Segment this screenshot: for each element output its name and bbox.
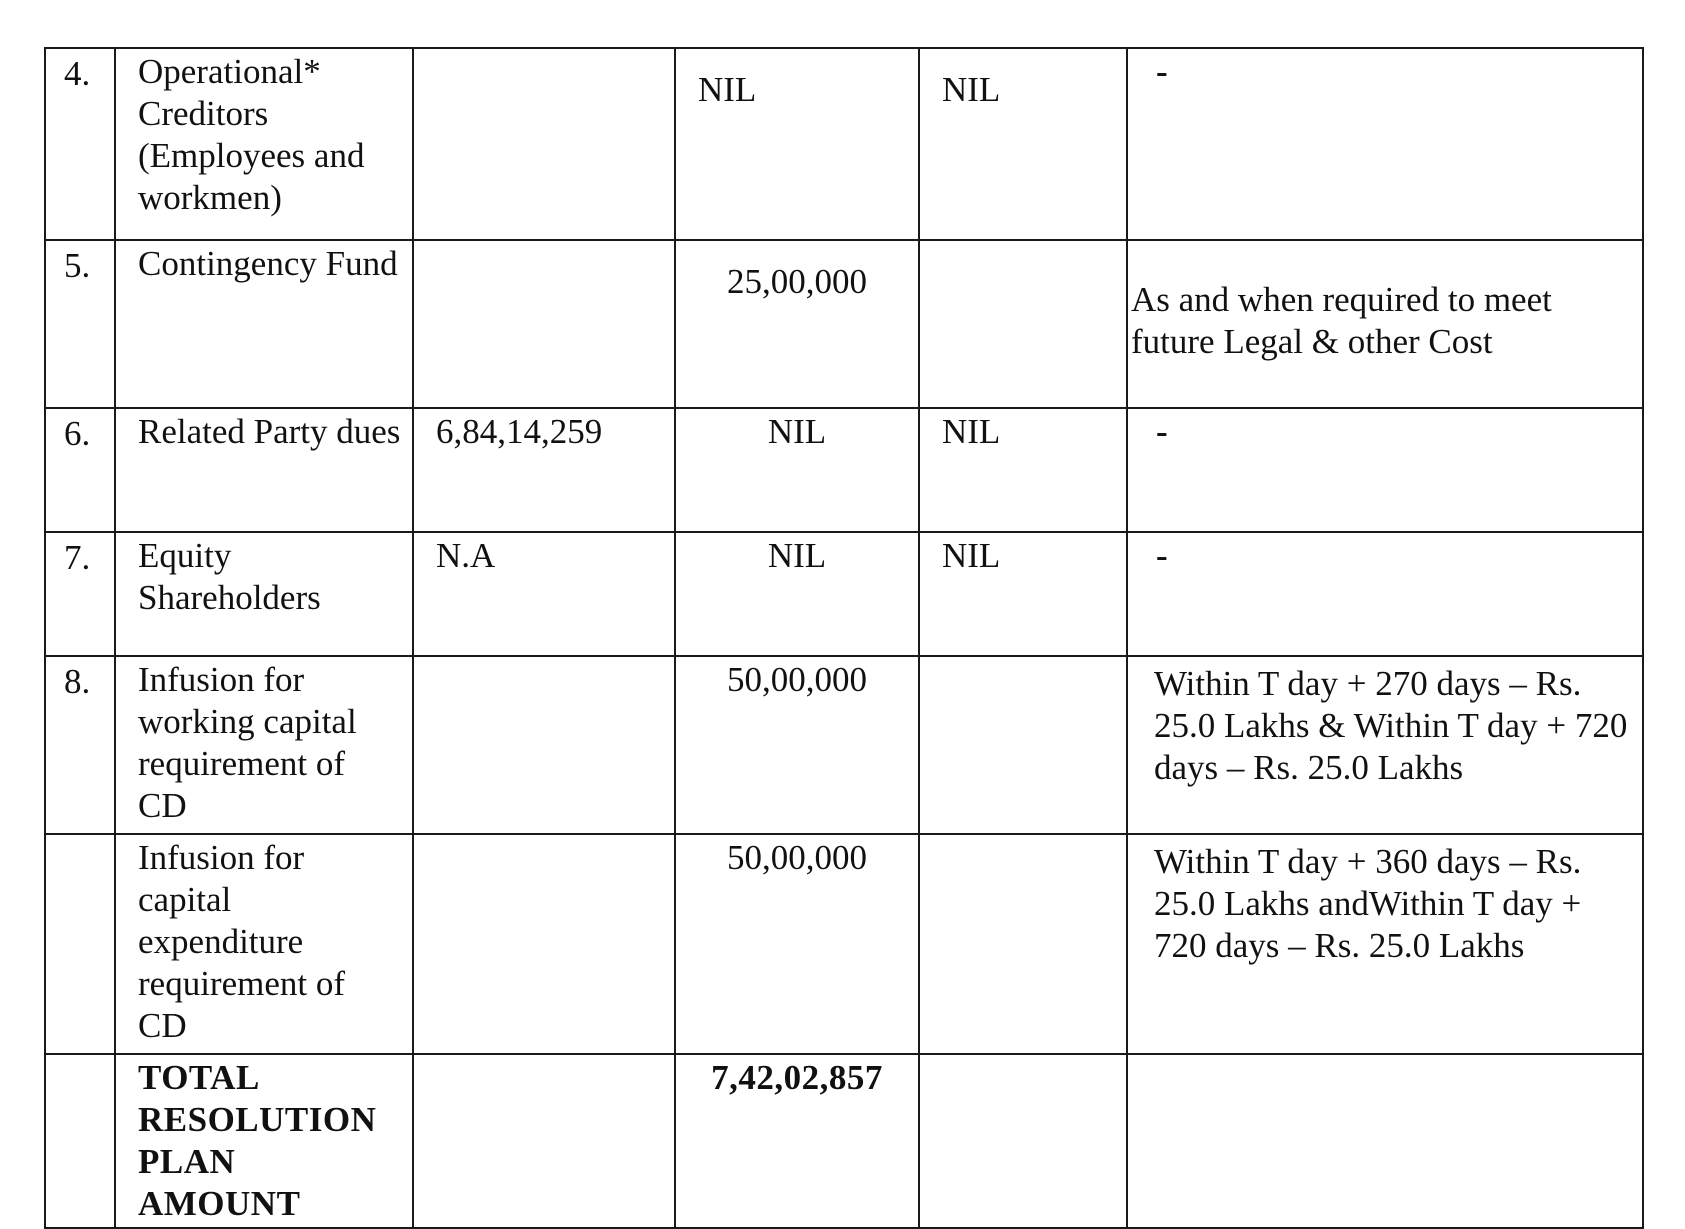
remarks-cell: - (1127, 48, 1643, 240)
category-cell: Related Party dues (115, 408, 413, 532)
remarks-cell: As and when required to meet future Legal & other Cost (1127, 240, 1643, 408)
table-row (45, 240, 1643, 408)
table-row (45, 408, 1643, 532)
serial-number-cell (45, 1054, 115, 1228)
table-row (45, 532, 1643, 656)
admitted-amount-cell: N.A (413, 532, 675, 656)
remarks-cell: Within T day + 360 days – Rs. 25.0 Lakhs andWithin T day + 720 days – Rs. 25.0 Lakhs (1127, 834, 1643, 1054)
proposed-amount-cell: 50,00,000 (675, 656, 919, 834)
remarks-cell (1127, 1054, 1643, 1228)
proposed-amount-cell: NIL (675, 532, 919, 656)
table-row (45, 834, 1643, 1054)
admitted-amount-cell (413, 1054, 675, 1228)
admitted-amount-cell (413, 656, 675, 834)
total-label-cell: TOTAL RESOLUTION PLAN AMOUNT (115, 1054, 413, 1228)
category-cell: Infusion for capital expenditure requirement of CD (115, 834, 413, 1054)
remarks-cell: Within T day + 270 days – Rs. 25.0 Lakhs & Within T day + 720 days – Rs. 25.0 Lakhs (1127, 656, 1643, 834)
percentage-cell (919, 834, 1127, 1054)
serial-number-cell: 8. (45, 656, 115, 834)
serial-number-cell (45, 834, 115, 1054)
category-cell: Contingency Fund (115, 240, 413, 408)
admitted-amount-cell (413, 240, 675, 408)
remarks-cell: - (1127, 532, 1643, 656)
proposed-amount-cell: NIL (675, 408, 919, 532)
admitted-amount-cell: 6,84,14,259 (413, 408, 675, 532)
category-cell: Equity Shareholders (115, 532, 413, 656)
category-cell: Infusion for working capital requirement of CD (115, 656, 413, 834)
table-row (45, 48, 1643, 240)
serial-number-cell: 4. (45, 48, 115, 240)
serial-number-cell: 5. (45, 240, 115, 408)
proposed-amount-cell: 25,00,000 (675, 240, 919, 408)
percentage-cell (919, 656, 1127, 834)
proposed-amount-cell: NIL (675, 48, 919, 240)
total-amount-cell: 7,42,02,857 (675, 1054, 919, 1228)
percentage-cell: NIL (919, 408, 1127, 532)
percentage-cell (919, 1054, 1127, 1228)
admitted-amount-cell (413, 48, 675, 240)
total-row (45, 1054, 1643, 1228)
percentage-cell (919, 240, 1127, 408)
serial-number-cell: 6. (45, 408, 115, 532)
serial-number-cell: 7. (45, 532, 115, 656)
resolution-plan-table (44, 47, 1644, 1229)
remarks-cell: - (1127, 408, 1643, 532)
percentage-cell: NIL (919, 48, 1127, 240)
percentage-cell: NIL (919, 532, 1127, 656)
proposed-amount-cell: 50,00,000 (675, 834, 919, 1054)
admitted-amount-cell (413, 834, 675, 1054)
category-cell: Operational* Creditors (Employees and workmen) (115, 48, 413, 240)
table-row (45, 656, 1643, 834)
